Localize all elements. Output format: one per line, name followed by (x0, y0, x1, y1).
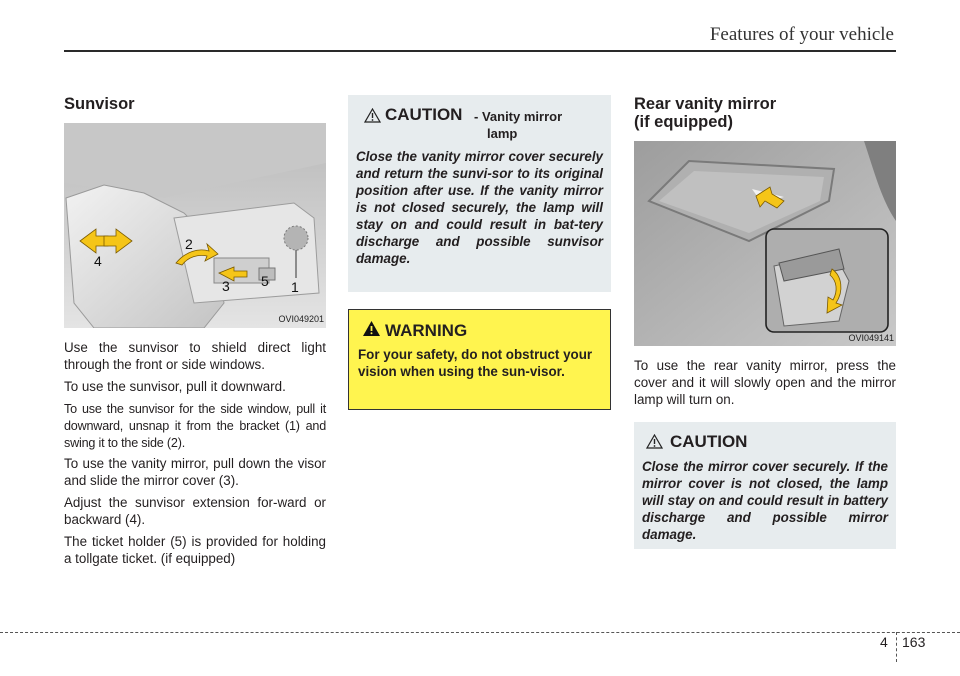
rear-mirror-heading-2: (if equipped) (634, 113, 733, 131)
page-number: 163 (902, 634, 926, 650)
chapter-number: 4 (880, 634, 888, 650)
sunvisor-illustration (64, 123, 326, 328)
caution-vanity-subtitle-2: lamp (487, 126, 518, 141)
sunvisor-para-4: To use the vanity mirror, pull down the visor and slide the mirror cover (3). (64, 456, 326, 488)
caution-vanity-subtitle-1: - Vanity mirror (474, 109, 563, 124)
page-number-divider (896, 632, 898, 662)
warning-triangle-outline-icon (646, 434, 663, 449)
warning-body: For your safety, do not obstruct your vision when using the sun-visor. (358, 347, 593, 379)
warning-triangle-outline-icon (364, 108, 381, 123)
callout-2: 2 (185, 236, 193, 252)
callout-3: 3 (222, 278, 230, 294)
running-header: Features of your vehicle (709, 24, 894, 45)
sunvisor-para-1: Use the sunvisor to shield direct light through the front or side windows. (64, 340, 326, 372)
sunvisor-para-3: To use the sunvisor for the side window, pull it downward, unsnap it from the bracket (1) and swing it to the side (2). (64, 402, 326, 450)
warning-box (348, 309, 611, 410)
caution-rear-title: CAUTION (670, 432, 748, 451)
footer-rule (0, 632, 960, 633)
caution-vanity-title: CAUTION (385, 105, 463, 124)
caution-vanity-body: Close the vanity mirror cover securely and return the sunvi-sor to its original position after use. If the vanity mirror is not closed securely, the lamp will stay on and could result in bat-tery discharge and possible sunvisor damage. (356, 149, 603, 266)
sunvisor-para-2: To use the sunvisor, pull it downward. (64, 379, 286, 394)
callout-1: 1 (291, 279, 299, 295)
sunvisor-drawing (64, 123, 326, 328)
rear-mirror-para-1: To use the rear vanity mirror, press the cover and it will slowly open and the mirror lamp will turn on. (634, 358, 896, 407)
rear-mirror-heading-1: Rear vanity mirror (634, 95, 777, 113)
rear-mirror-illustration (634, 141, 896, 346)
header-rule (64, 50, 896, 52)
sunvisor-para-6: The ticket holder (5) is provided for holding a tollgate ticket. (if equipped) (64, 534, 326, 566)
caution-rear-box (634, 422, 896, 549)
callout-4: 4 (94, 253, 102, 269)
caution-vanity-box (348, 95, 611, 292)
rear-mirror-figure-code: OVI049141 (848, 333, 894, 343)
warning-title: WARNING (385, 321, 468, 340)
sunvisor-figure-code: OVI049201 (278, 314, 324, 324)
caution-rear-body: Close the mirror cover securely. If the mirror cover is not closed, the lamp will stay on and could result in battery discharge and possible mirror damage. (642, 459, 888, 542)
callout-5: 5 (261, 273, 269, 289)
sunvisor-heading: Sunvisor (64, 95, 135, 113)
warning-triangle-filled-icon (362, 320, 381, 337)
sunvisor-para-5: Adjust the sunvisor extension for-ward or backward (4). (64, 495, 326, 527)
rear-mirror-drawing (634, 141, 896, 346)
